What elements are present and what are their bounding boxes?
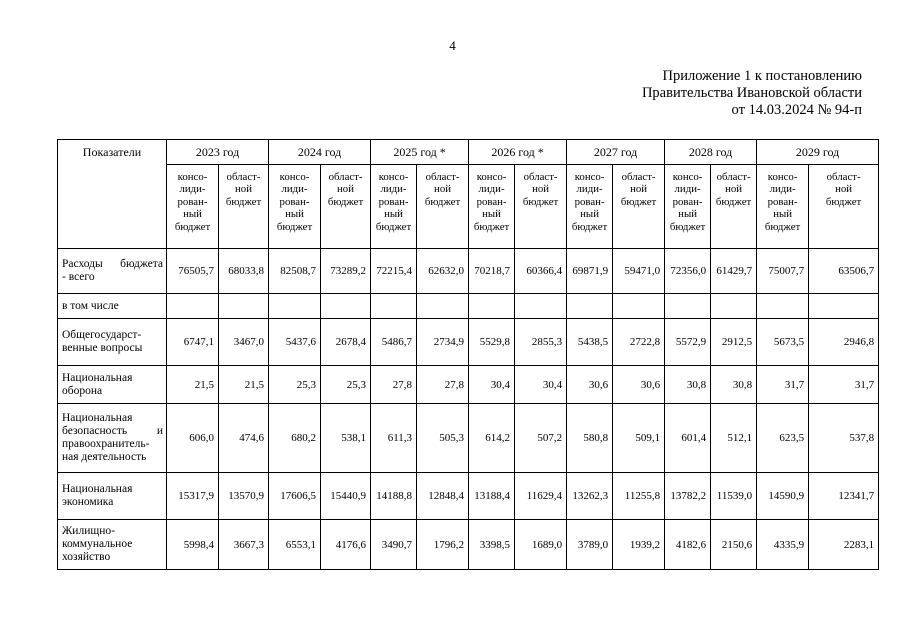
year-header: 2027 год [567, 140, 665, 165]
regional-budget-header [809, 165, 879, 249]
header-line: бюджет [327, 195, 364, 208]
header-line: ный [773, 208, 792, 221]
table-cell [567, 294, 613, 319]
table-cell [321, 294, 371, 319]
row-label-word: и [156, 425, 163, 437]
header-line: лиди- [674, 183, 701, 196]
table-cell: 5486,7 [371, 319, 417, 366]
table-cell: 4335,9 [757, 520, 809, 570]
table-cell: 11629,4 [515, 473, 567, 520]
header-line: бюджет [620, 195, 657, 208]
header-line: бюджет [375, 220, 412, 233]
header-line: ный [183, 208, 202, 221]
table-cell: 474,6 [219, 404, 269, 473]
header-line: бюджет [571, 220, 608, 233]
table-cell [757, 294, 809, 319]
header-line: ный [678, 208, 697, 221]
header-line: ный [482, 208, 501, 221]
table-cell [515, 294, 567, 319]
table-cell: 82508,7 [269, 249, 321, 294]
row-label-line: оборона [62, 384, 103, 397]
header-line: бюджет [764, 220, 801, 233]
table-cell: 27,8 [417, 366, 469, 404]
table-cell: 30,8 [665, 366, 711, 404]
appendix-line-3: от 14.03.2024 № 94-п [731, 102, 862, 118]
table-cell: 27,8 [371, 366, 417, 404]
appendix-heading [642, 68, 862, 119]
table-cell [371, 294, 417, 319]
table-cell: 30,4 [515, 366, 567, 404]
header-line: ной [532, 183, 550, 196]
header-line: бюджет [473, 220, 510, 233]
header-line: ный [285, 208, 304, 221]
header-line: ной [235, 183, 252, 196]
year-header: 2028 год [665, 140, 757, 165]
row-label-line: Общегосударст- [62, 329, 142, 341]
consolidated-budget-header [757, 165, 809, 249]
regional-budget-header [613, 165, 665, 249]
header-line: бюджет [522, 195, 559, 208]
header-line: бюджет [424, 195, 461, 208]
header-line: консо- [378, 171, 409, 183]
table-cell: 13782,2 [665, 473, 711, 520]
header-line: ной [337, 183, 354, 196]
table-cell: 601,4 [665, 404, 711, 473]
header-row-budget-types [58, 165, 879, 249]
header-line: рован- [672, 195, 703, 208]
table-cell: 70218,7 [469, 249, 515, 294]
table-cell: 30,4 [469, 366, 515, 404]
table-cell [219, 294, 269, 319]
table-cell: 13262,3 [567, 473, 613, 520]
table-cell: 61429,7 [711, 249, 757, 294]
table-cell: 614,2 [469, 404, 515, 473]
row-label-line: ная деятельность [62, 451, 147, 463]
header-line: лиди- [281, 183, 308, 196]
table-cell: 5572,9 [665, 319, 711, 366]
table-cell: 31,7 [809, 366, 879, 404]
header-line: ной [630, 183, 648, 196]
header-line: лиди- [179, 183, 206, 196]
header-line: консо- [767, 171, 798, 183]
consolidated-budget-header [167, 165, 219, 249]
table-cell: 1939,2 [613, 520, 665, 570]
table-cell: 580,8 [567, 404, 613, 473]
table-row [58, 520, 879, 570]
header-line: лиди- [576, 183, 603, 196]
consolidated-budget-header [371, 165, 417, 249]
header-line: област- [826, 171, 861, 183]
year-header: 2029 год [757, 140, 879, 165]
appendix-line-2: Правительства Ивановской области [641, 85, 862, 101]
header-line: рован- [476, 195, 507, 208]
header-line: бюджет [669, 220, 706, 233]
table-cell: 537,8 [809, 404, 879, 473]
page-number: 4 [449, 38, 456, 53]
table-cell: 2912,5 [711, 319, 757, 366]
table-cell: 25,3 [269, 366, 321, 404]
table-cell: 72215,4 [371, 249, 417, 294]
table-cell: 30,6 [613, 366, 665, 404]
row-label-line: венные вопросы [62, 342, 143, 354]
table-cell: 73289,2 [321, 249, 371, 294]
regional-budget-header [321, 165, 371, 249]
table-cell: 2283,1 [809, 520, 879, 570]
row-label-line: Национальная [62, 371, 133, 384]
header-line: ный [580, 208, 599, 221]
row-label-line: Национальная [62, 412, 133, 424]
regional-budget-header [417, 165, 469, 249]
year-header: 2024 год [269, 140, 371, 165]
consolidated-budget-header [269, 165, 321, 249]
table-row [58, 249, 879, 294]
table-cell: 30,8 [711, 366, 757, 404]
table-cell: 1796,2 [417, 520, 469, 570]
regional-budget-header [711, 165, 757, 249]
consolidated-budget-header [665, 165, 711, 249]
table-cell [167, 294, 219, 319]
table-cell: 72356,0 [665, 249, 711, 294]
table-cell: 14590,9 [757, 473, 809, 520]
row-label-line: коммунальное [62, 538, 133, 550]
table-cell: 1689,0 [515, 520, 567, 570]
table-cell [417, 294, 469, 319]
table-row [58, 294, 879, 319]
row-label-line: экономика [62, 496, 114, 508]
row-label [58, 294, 167, 319]
table-cell: 5998,4 [167, 520, 219, 570]
appendix-line-1: Приложение 1 к постановлению [662, 68, 862, 84]
table-cell: 505,3 [417, 404, 469, 473]
row-label-line: правоохранитель- [62, 438, 150, 450]
year-header: 2023 год [167, 140, 269, 165]
table-cell: 63506,7 [809, 249, 879, 294]
row-label-line: в том числе [62, 299, 119, 312]
table-cell: 5673,5 [757, 319, 809, 366]
table-cell: 15317,9 [167, 473, 219, 520]
table-cell: 21,5 [167, 366, 219, 404]
table-cell: 509,1 [613, 404, 665, 473]
table-row [58, 404, 879, 473]
header-line: рован- [574, 195, 605, 208]
table-cell: 2150,6 [711, 520, 757, 570]
row-label [58, 366, 167, 404]
table-cell [809, 294, 879, 319]
indicator-header: Показатели [58, 140, 167, 249]
table-cell: 15440,9 [321, 473, 371, 520]
table-cell: 2855,3 [515, 319, 567, 366]
row-label [58, 319, 167, 366]
table-cell: 59471,0 [613, 249, 665, 294]
year-header: 2025 год * [371, 140, 469, 165]
table-cell: 512,1 [711, 404, 757, 473]
table-cell: 31,7 [757, 366, 809, 404]
row-label-line: хозяйство [62, 551, 111, 563]
table-cell: 76505,7 [167, 249, 219, 294]
row-label [58, 520, 167, 570]
table-cell: 13570,9 [219, 473, 269, 520]
table-cell: 12341,7 [809, 473, 879, 520]
table-cell: 17606,5 [269, 473, 321, 520]
table-cell: 12848,4 [417, 473, 469, 520]
row-label-line: Жилищно- [62, 525, 115, 537]
row-label [58, 404, 167, 473]
table-row [58, 473, 879, 520]
table-cell: 69871,9 [567, 249, 613, 294]
header-line: бюджет [276, 220, 313, 233]
table-cell [469, 294, 515, 319]
header-line: област- [716, 171, 751, 183]
header-line: ной [835, 183, 853, 196]
table-row [58, 319, 879, 366]
header-line: рован- [279, 195, 310, 208]
table-cell: 606,0 [167, 404, 219, 473]
consolidated-budget-header [567, 165, 613, 249]
table-cell: 75007,7 [757, 249, 809, 294]
header-line: бюджет [715, 195, 752, 208]
header-line: консо- [279, 171, 310, 183]
table-cell: 3398,5 [469, 520, 515, 570]
table-cell: 30,6 [567, 366, 613, 404]
header-row-years [58, 140, 879, 165]
table-cell [269, 294, 321, 319]
table-cell: 538,1 [321, 404, 371, 473]
row-label-word: безопасность [62, 425, 128, 437]
row-label-line [62, 258, 163, 271]
header-line: област- [226, 171, 261, 183]
table-cell: 3789,0 [567, 520, 613, 570]
table-cell: 2722,8 [613, 319, 665, 366]
table-cell [711, 294, 757, 319]
budget-table [57, 139, 879, 570]
header-line: рован- [378, 195, 409, 208]
table-cell: 21,5 [219, 366, 269, 404]
row-label-line [62, 425, 163, 438]
header-line: област- [523, 171, 558, 183]
table-cell: 507,2 [515, 404, 567, 473]
header-line: рован- [177, 195, 208, 208]
header-line: област- [621, 171, 656, 183]
table-cell [665, 294, 711, 319]
header-line: лиди- [769, 183, 796, 196]
row-label-word: бюджета [120, 258, 163, 270]
consolidated-budget-header [469, 165, 515, 249]
header-line: консо- [476, 171, 507, 183]
header-line: лиди- [380, 183, 407, 196]
table-cell: 4176,6 [321, 520, 371, 570]
table-cell: 2946,8 [809, 319, 879, 366]
regional-budget-header [219, 165, 269, 249]
row-label-line: - всего [62, 271, 95, 283]
table-cell: 5438,5 [567, 319, 613, 366]
table-cell: 13188,4 [469, 473, 515, 520]
header-line: бюджет [174, 220, 211, 233]
table-cell: 3490,7 [371, 520, 417, 570]
header-line: ный [384, 208, 403, 221]
table-cell: 6553,1 [269, 520, 321, 570]
table-cell: 623,5 [757, 404, 809, 473]
table-cell: 62632,0 [417, 249, 469, 294]
row-label-line: Национальная [62, 483, 133, 495]
table-cell: 60366,4 [515, 249, 567, 294]
table-cell: 14188,8 [371, 473, 417, 520]
table-cell: 11539,0 [711, 473, 757, 520]
table-cell: 3667,3 [219, 520, 269, 570]
header-line: ной [725, 183, 743, 196]
table-cell: 5437,6 [269, 319, 321, 366]
row-label [58, 249, 167, 294]
header-line: бюджет [825, 195, 862, 208]
table-cell: 2678,4 [321, 319, 371, 366]
header-line: област- [328, 171, 363, 183]
table-cell: 68033,8 [219, 249, 269, 294]
table-cell: 11255,8 [613, 473, 665, 520]
table-row [58, 366, 879, 404]
header-line: лиди- [478, 183, 505, 196]
table-cell: 6747,1 [167, 319, 219, 366]
table-cell: 5529,8 [469, 319, 515, 366]
regional-budget-header [515, 165, 567, 249]
header-line: консо- [574, 171, 605, 183]
table-cell: 25,3 [321, 366, 371, 404]
header-line: ной [434, 183, 452, 196]
header-line: рован- [767, 195, 798, 208]
table-cell: 4182,6 [665, 520, 711, 570]
header-line: област- [425, 171, 460, 183]
table-cell: 680,2 [269, 404, 321, 473]
year-header: 2026 год * [469, 140, 567, 165]
table-cell: 3467,0 [219, 319, 269, 366]
table-cell: 611,3 [371, 404, 417, 473]
header-line: консо- [177, 171, 208, 183]
table-cell: 2734,9 [417, 319, 469, 366]
header-line: бюджет [225, 195, 262, 208]
header-line: консо- [672, 171, 703, 183]
table-cell [613, 294, 665, 319]
row-label-word: Расходы [62, 258, 103, 270]
row-label [58, 473, 167, 520]
